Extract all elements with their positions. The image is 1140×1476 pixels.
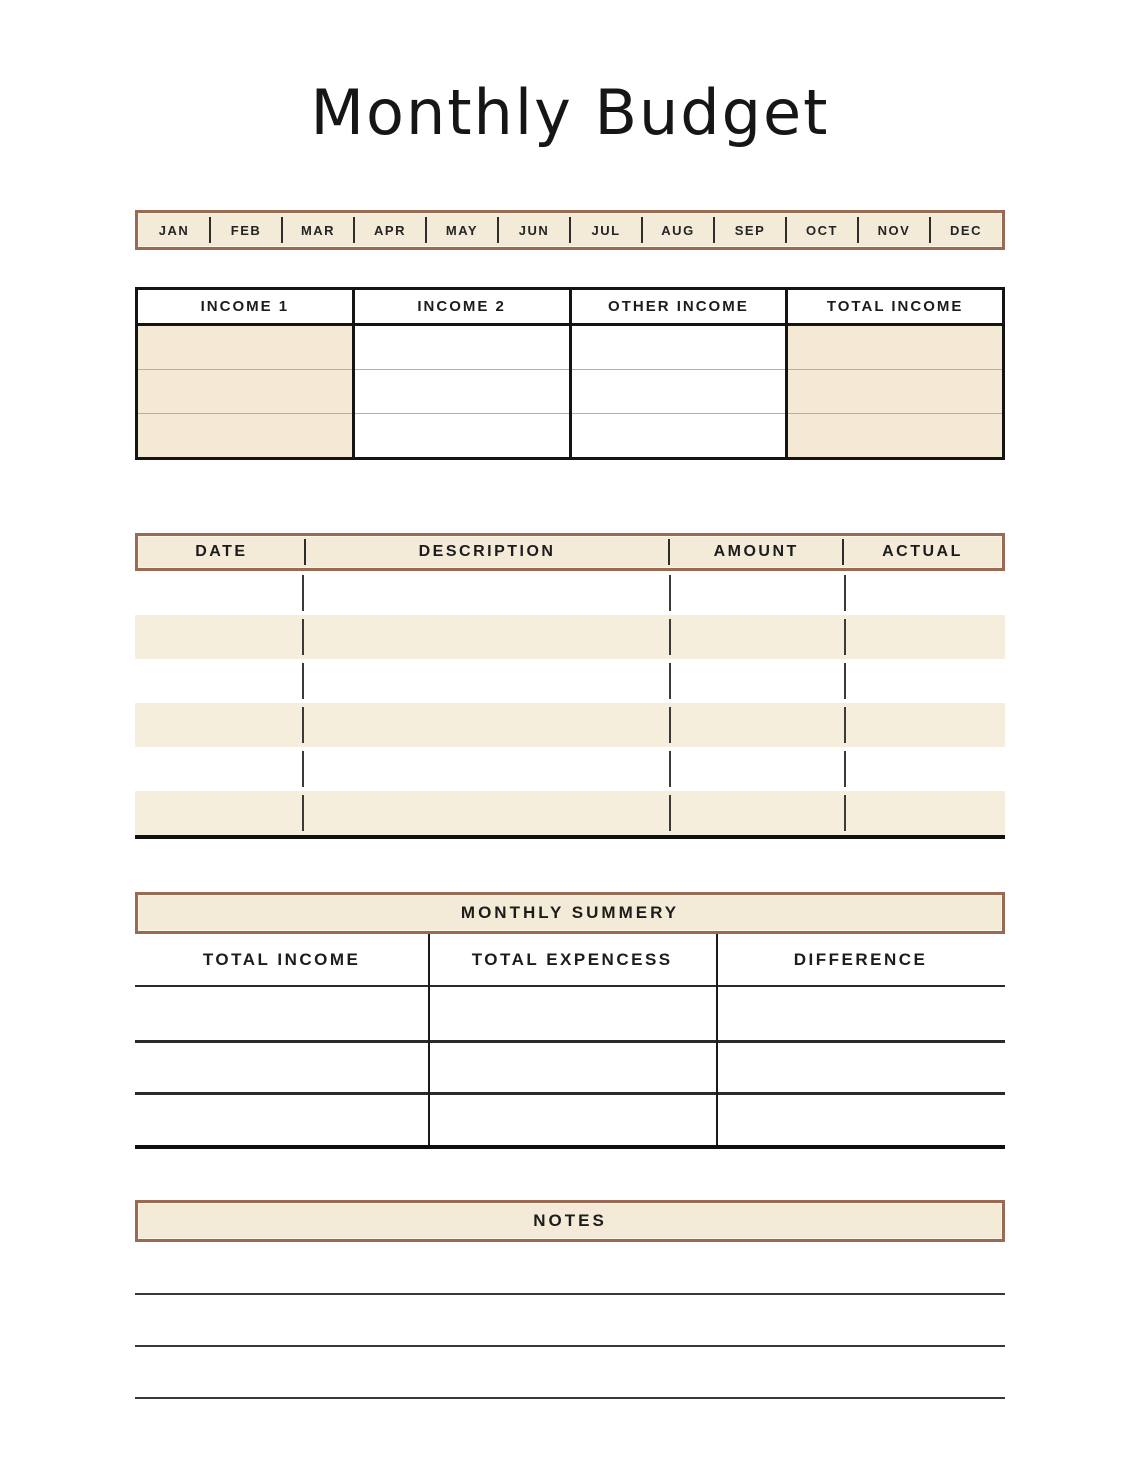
- income1-blank-cell: [138, 326, 352, 369]
- expense-amount-cell: [670, 703, 845, 747]
- expense-amount-cell: [670, 571, 845, 615]
- summary-difference-header: DIFFERENCE: [793, 949, 928, 969]
- income2-blank-cell: [355, 413, 569, 457]
- total-income-header: TOTAL INCOME: [788, 290, 1002, 326]
- income2-blank-cell: [355, 326, 569, 369]
- summary-rule-line: [135, 985, 1005, 987]
- month-strip: [135, 210, 1005, 250]
- expense-description-cell: [303, 571, 670, 615]
- expense-amount-cell: [670, 615, 845, 659]
- month-cell-jan: [138, 213, 210, 247]
- notes-rule-line: [135, 1345, 1005, 1347]
- expense-row: [135, 659, 1005, 703]
- month-cell-jul: [570, 213, 642, 247]
- actual-column-header: ACTUAL: [882, 543, 963, 560]
- expense-table-body: [135, 571, 1005, 839]
- notes-title: NOTES: [533, 1211, 607, 1230]
- expense-actual-cell: [845, 747, 1005, 791]
- expense-description-cell: [303, 615, 670, 659]
- expense-actual-cell: [845, 615, 1005, 659]
- total-income-blank-cell: [788, 326, 1002, 369]
- total-income-blank-cell: [788, 413, 1002, 457]
- month-label: DEC: [950, 222, 982, 238]
- expense-amount-cell: [670, 659, 845, 703]
- summary-column-divider: [716, 934, 718, 1145]
- month-label: MAY: [445, 222, 479, 238]
- expense-description-cell: [303, 659, 670, 703]
- expense-table-header: [135, 533, 1005, 571]
- expense-actual-cell: [845, 703, 1005, 747]
- expense-amount-cell: [670, 747, 845, 791]
- income1-blank-cell: [138, 369, 352, 413]
- expense-date-cell: [135, 791, 303, 835]
- other-income-blank-cell: [572, 369, 786, 413]
- income-column-income2: [355, 290, 572, 457]
- income-table: [135, 287, 1005, 460]
- month-label: SEP: [734, 222, 766, 238]
- income-column-other: [572, 290, 789, 457]
- total-income-blank-cell: [788, 369, 1002, 413]
- month-label: APR: [374, 222, 406, 238]
- month-label: JUN: [518, 222, 550, 238]
- month-label: JUL: [591, 222, 621, 238]
- expense-row: [135, 747, 1005, 791]
- month-cell-feb: [210, 213, 282, 247]
- expense-date-cell: [135, 747, 303, 791]
- income1-header: INCOME 1: [138, 290, 352, 326]
- income2-header: INCOME 2: [355, 290, 569, 326]
- notes-section: [135, 1200, 1005, 1420]
- month-cell-apr: [354, 213, 426, 247]
- month-label: OCT: [806, 222, 838, 238]
- month-cell-jun: [498, 213, 570, 247]
- expense-actual-cell: [845, 571, 1005, 615]
- notes-rule-line: [135, 1397, 1005, 1399]
- summary-total-expenses-header: TOTAL EXPENCESS: [471, 949, 673, 969]
- income-column-total: [788, 290, 1002, 457]
- month-cell-aug: [642, 213, 714, 247]
- expense-date-cell: [135, 659, 303, 703]
- month-cell-dec: [930, 213, 1002, 247]
- expense-amount-cell: [670, 791, 845, 835]
- expense-actual-cell: [845, 659, 1005, 703]
- month-cell-may: [426, 213, 498, 247]
- summary-column-divider: [428, 934, 430, 1145]
- expense-date-cell: [135, 615, 303, 659]
- expense-description-cell: [303, 791, 670, 835]
- page-title: Monthly Budget: [310, 76, 830, 149]
- summary-rule-line: [135, 1092, 1005, 1095]
- expense-row: [135, 703, 1005, 747]
- summary-title-bar: [135, 892, 1005, 934]
- expense-description-cell: [303, 747, 670, 791]
- expense-row: [135, 571, 1005, 615]
- date-column-header: DATE: [138, 536, 305, 568]
- monthly-summary-section: [135, 892, 1005, 1149]
- notes-title-bar: [135, 1200, 1005, 1242]
- summary-header-row: [135, 934, 1005, 985]
- month-label: MAR: [300, 222, 336, 238]
- other-income-blank-cell: [572, 326, 786, 369]
- summary-total-income-header: TOTAL INCOME: [202, 949, 361, 969]
- income-column-income1: [138, 290, 355, 457]
- summary-rule-line: [135, 1040, 1005, 1043]
- month-label: AUG: [661, 222, 695, 238]
- expense-date-cell: [135, 703, 303, 747]
- amount-column-header: AMOUNT: [669, 536, 843, 568]
- income1-blank-cell: [138, 413, 352, 457]
- month-cell-oct: [786, 213, 858, 247]
- expense-date-cell: [135, 571, 303, 615]
- income2-blank-cell: [355, 369, 569, 413]
- expense-actual-cell: [845, 791, 1005, 835]
- month-cell-nov: [858, 213, 930, 247]
- month-label: JAN: [158, 222, 190, 238]
- month-label: NOV: [877, 222, 911, 238]
- summary-table: [135, 934, 1005, 1149]
- description-column-header: DESCRIPTION: [305, 536, 670, 568]
- other-income-blank-cell: [572, 413, 786, 457]
- summary-title: MONTHLY SUMMERY: [460, 903, 680, 922]
- month-cell-mar: [282, 213, 354, 247]
- expense-row: [135, 615, 1005, 659]
- notes-rule-line: [135, 1293, 1005, 1295]
- month-cell-sep: [714, 213, 786, 247]
- expense-row: [135, 791, 1005, 835]
- other-income-header: OTHER INCOME: [572, 290, 786, 326]
- expense-description-cell: [303, 703, 670, 747]
- month-label: FEB: [230, 222, 262, 238]
- expense-table: [135, 533, 1005, 839]
